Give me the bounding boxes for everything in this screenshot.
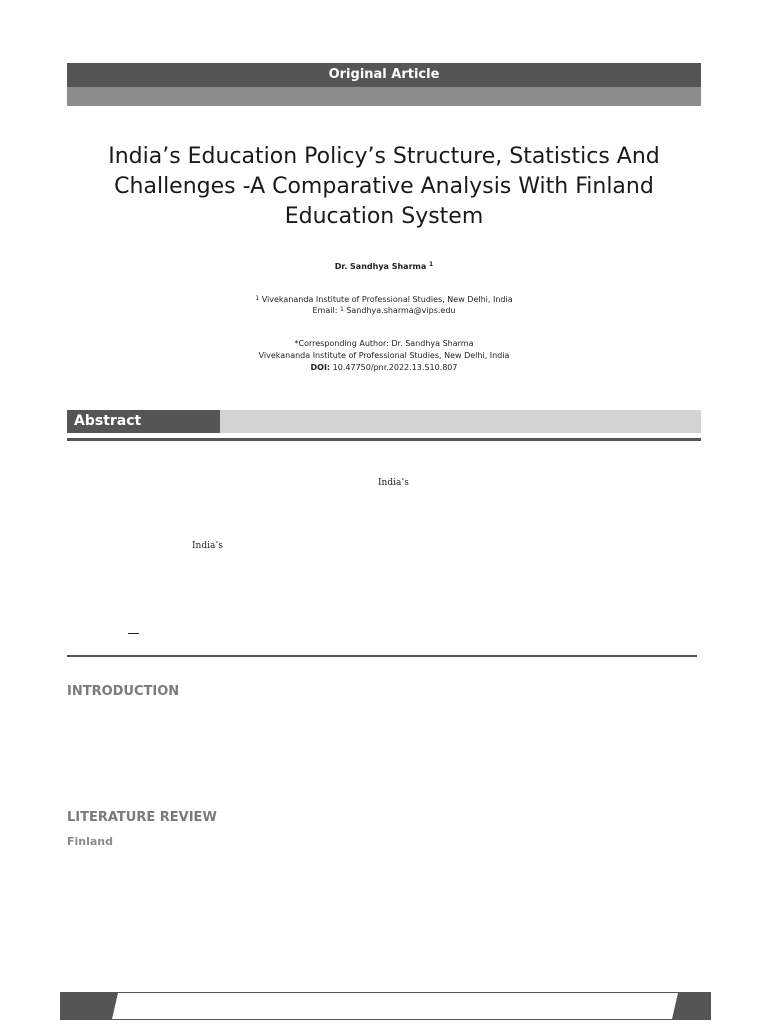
finland-subheading: Finland: [67, 835, 114, 848]
article-type-label: Original Article: [328, 67, 440, 82]
corresponding-affiliation: Vivekananda Institute of Professional Studies, New Delhi, India: [258, 351, 510, 360]
abstract-dash: [128, 633, 139, 634]
abstract-text-fragment: India’s: [192, 541, 223, 551]
author-name: Dr. Sandhya Sharma: [334, 262, 427, 271]
footer-slant-panel: [112, 993, 678, 1019]
affiliation-text: Vivekananda Institute of Professional Studies, New Delhi, India: [261, 295, 513, 304]
abstract-divider: [67, 438, 701, 441]
email-link[interactable]: Sandhya.sharma@vips.edu: [346, 306, 456, 315]
doi-label: DOI:: [310, 363, 331, 372]
affiliation-line: [80, 294, 688, 305]
corresponding-block: [80, 338, 688, 374]
footer-band: [60, 992, 711, 1020]
section-divider: [67, 655, 697, 657]
abstract-heading: [67, 410, 220, 433]
abstract-text-fragment: India’s: [378, 478, 409, 488]
corresponding-author: *Corresponding Author: Dr. Sandhya Sharma: [294, 339, 474, 348]
article-type-banner: [67, 63, 701, 87]
affiliation-block: [80, 294, 688, 316]
introduction-heading: INTRODUCTION: [67, 684, 180, 699]
author-superscript: 1: [429, 261, 434, 268]
affiliation-superscript: 1: [255, 295, 260, 302]
author-line: [80, 262, 688, 271]
title-line-2: Challenges -A Comparative Analysis With Finland: [114, 174, 654, 199]
banner-underband: [67, 87, 701, 106]
doi-line: [80, 362, 688, 374]
email-line: [80, 305, 688, 316]
abstract-heading-text: Abstract: [74, 413, 142, 429]
literature-review-heading: LITERATURE REVIEW: [67, 810, 217, 825]
title-line-3: Education System: [284, 204, 484, 229]
paper-title: [80, 142, 688, 232]
email-superscript: 1: [339, 306, 344, 313]
doi-link[interactable]: 10.47750/pnr.2022.13.S10.807: [332, 363, 458, 372]
email-label: Email:: [312, 306, 338, 315]
title-line-1: India’s Education Policy’s Structure, Statistics And: [108, 144, 660, 169]
